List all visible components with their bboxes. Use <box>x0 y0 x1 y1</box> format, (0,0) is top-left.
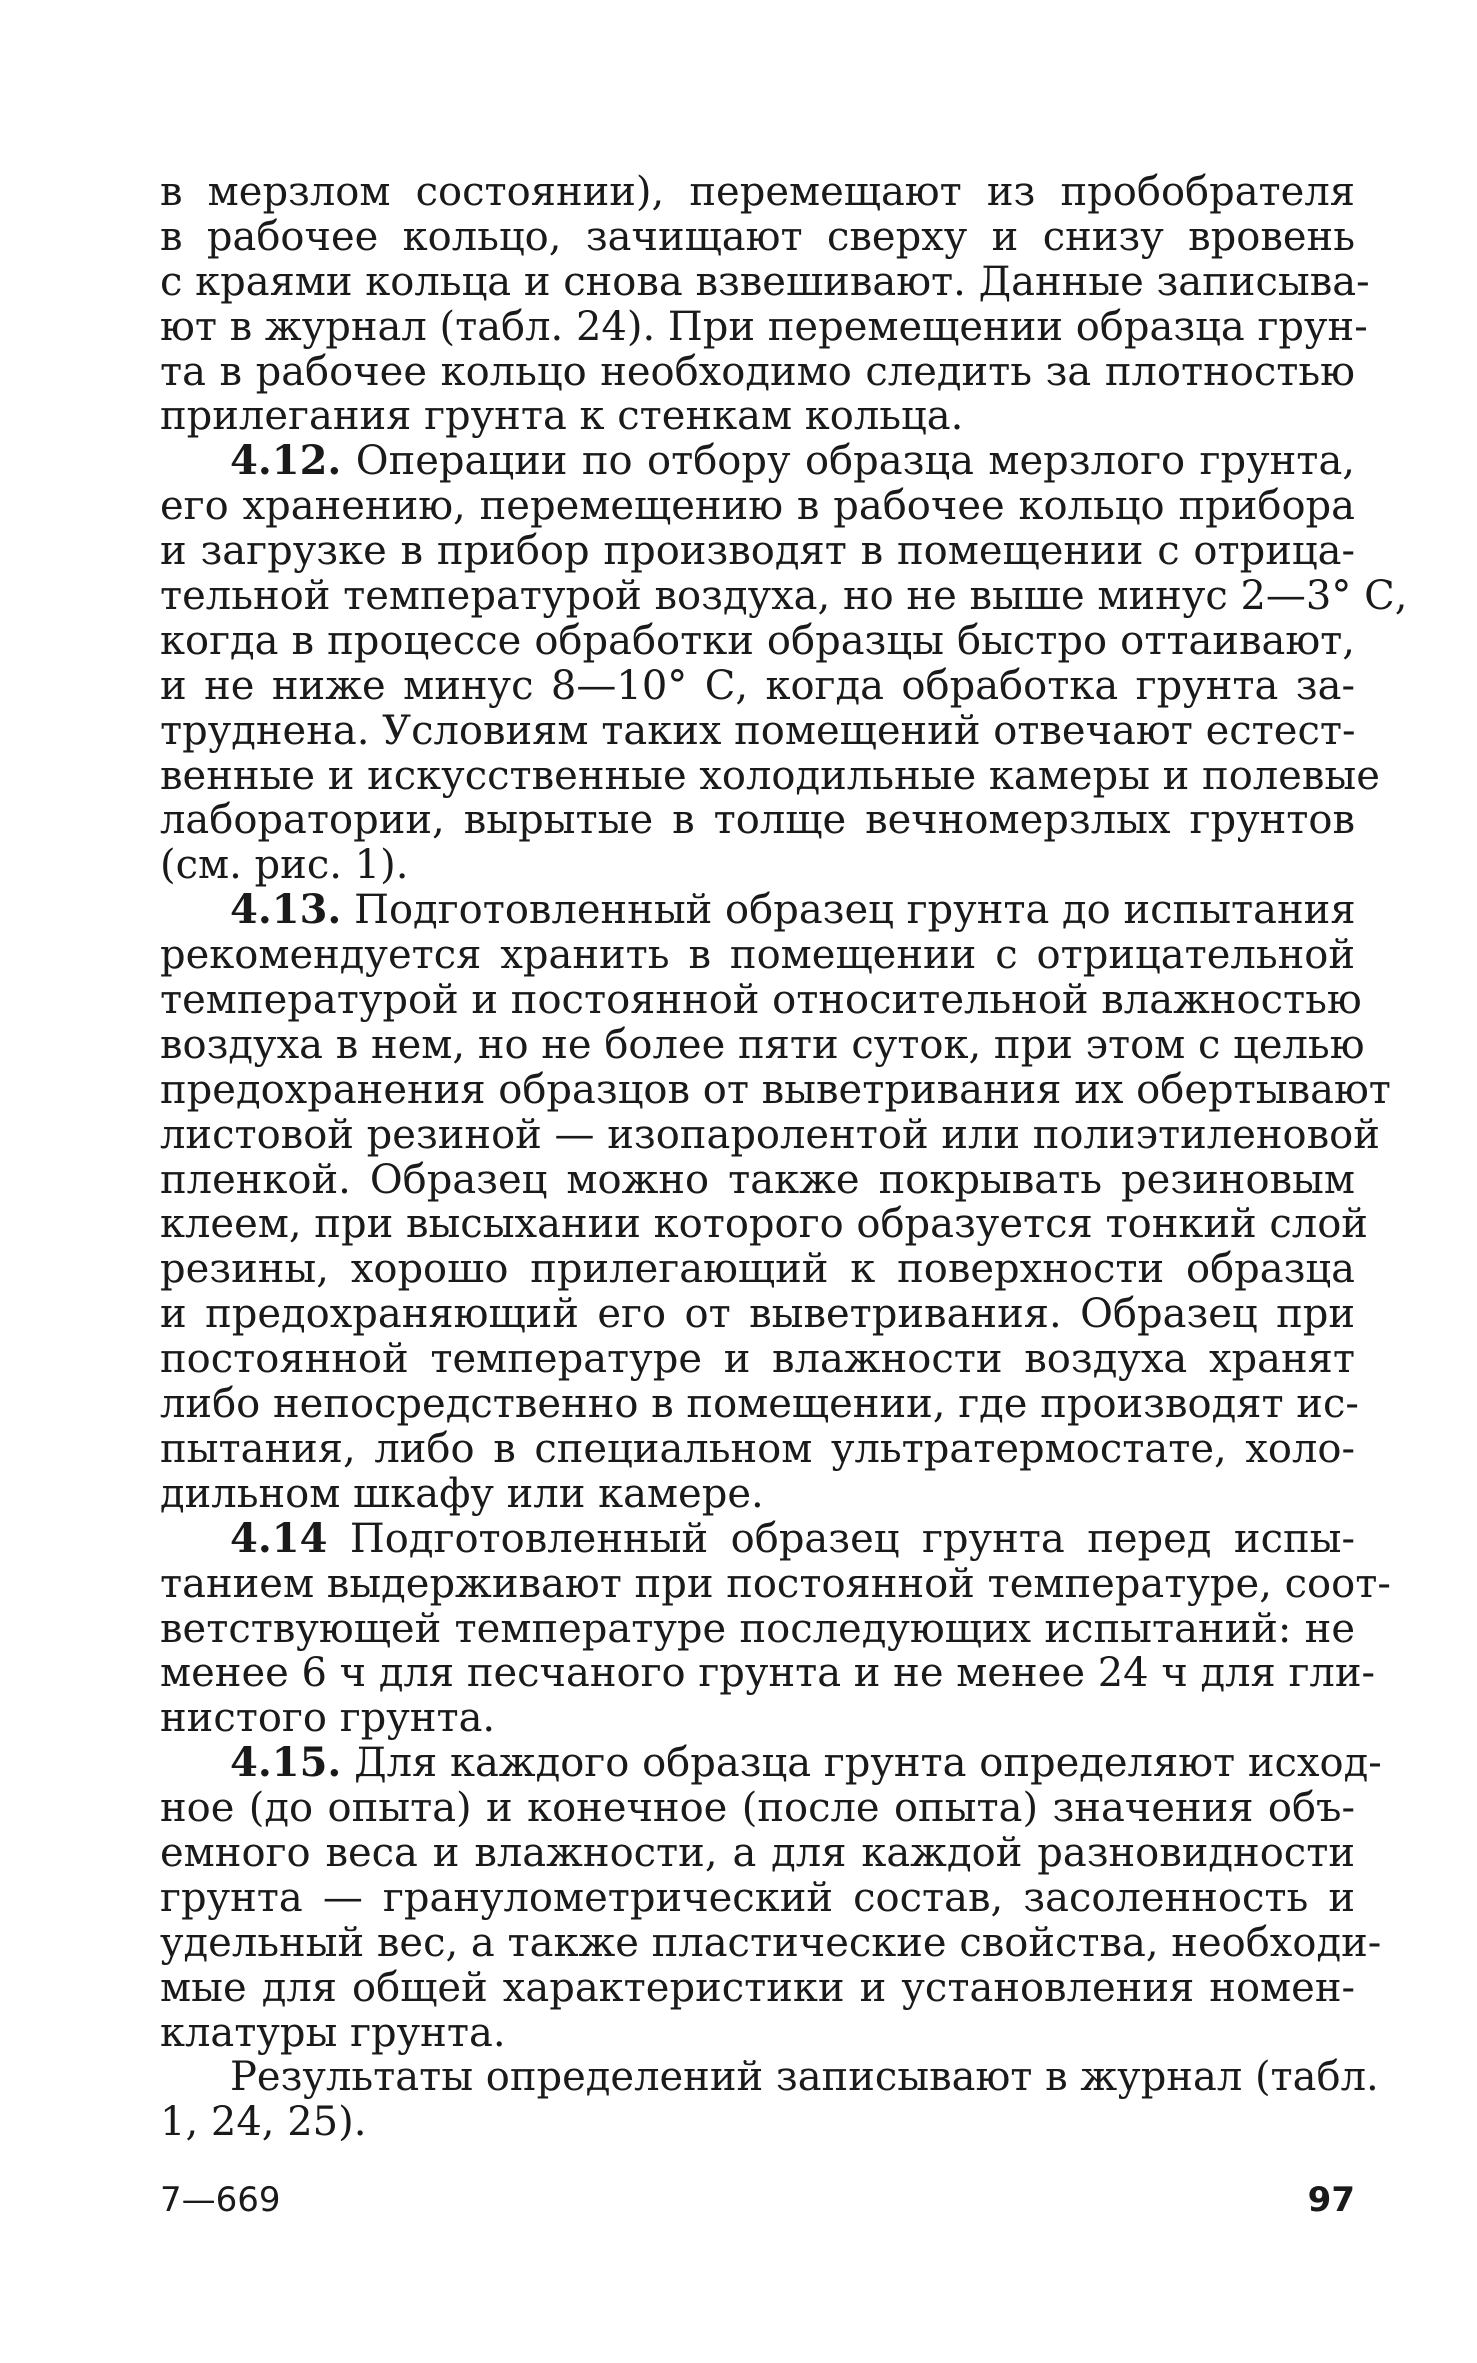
text-line <box>160 215 1355 260</box>
line-text: ют в журнал (табл. 24). При перемещении образца грун- <box>160 303 1368 350</box>
line-text: емного веса и влажности, а для каждой разновидности <box>160 1829 1355 1876</box>
text-line <box>160 1514 1355 1562</box>
printer-signature: 7—669 <box>160 2180 281 2220</box>
line-text: постоянной температуре и влажности воздуха хранят <box>160 1336 1355 1383</box>
line-text: прилегания грунта к стенкам кольца. <box>160 393 964 440</box>
text-line <box>160 619 1355 664</box>
line-text: нистого грунта. <box>160 1695 496 1742</box>
line-text: и предохраняющий его от выветривания. Образец при <box>160 1291 1355 1338</box>
line-text: ное (до опыта) и конечное (после опыта) значения объ- <box>160 1785 1355 1832</box>
line-text: Подготовленный образец грунта до испытания <box>341 887 1356 934</box>
page-body <box>160 169 1408 2146</box>
text-line <box>160 1831 1355 1876</box>
text-line <box>160 1607 1355 1652</box>
line-text: Подготовленный образец грунта перед испы- <box>327 1515 1355 1562</box>
line-text: та в рабочее кольцо необходимо следить за плотностью <box>160 348 1355 395</box>
section-number: 4.13. <box>230 886 342 934</box>
line-text: мые для общей характеристики и установления номен- <box>160 1964 1355 2011</box>
text-line <box>160 1337 1355 1382</box>
section-number: 4.14 <box>230 1514 328 1562</box>
line-text: венные и искусственные холодильные камеры и полевые <box>160 752 1380 799</box>
page-number: 97 <box>1307 2180 1355 2220</box>
text-line <box>160 439 1355 484</box>
text-line <box>160 1381 1359 1428</box>
line-text: клеем, при высыхании которого образуется тонкий слой <box>160 1201 1368 1248</box>
text-line <box>160 977 1362 1024</box>
text-line <box>160 1739 1382 1787</box>
text-line <box>160 484 1355 529</box>
line-text: труднена. Условиям таких помещений отвечают естест- <box>160 707 1356 754</box>
text-line <box>160 664 1355 709</box>
text-line <box>160 1650 1376 1697</box>
line-text: и не ниже минус 8—10° С, когда обработка грунта за- <box>160 662 1355 709</box>
line-text: либо непосредственно в помещении, где производят ис- <box>160 1381 1359 1428</box>
text-line <box>160 1919 1382 1966</box>
line-text: удельный вес, а также пластические свойства, необходи- <box>160 1919 1382 1966</box>
line-text: ветствующей температуре последующих испытаний: не <box>160 1605 1355 1652</box>
text-line <box>160 529 1355 574</box>
text-line <box>160 1111 1380 1158</box>
text-line <box>160 170 1355 215</box>
section-number: 4.12. <box>230 437 342 485</box>
text-line <box>160 1066 1391 1113</box>
text-line <box>160 933 1355 978</box>
text-line <box>160 1560 1391 1607</box>
text-line <box>160 1292 1355 1337</box>
line-text: Операции по отбору образца мерзлого грунта, <box>341 438 1355 485</box>
text-line <box>160 798 1355 843</box>
text-line <box>160 1786 1355 1831</box>
line-text: резины, хорошо прилегающий к поверхности образца <box>160 1246 1355 1293</box>
text-line <box>160 1696 1355 1741</box>
line-text: воздуха в нем, но не более пяти суток, при этом с целью <box>160 1021 1365 1068</box>
line-text: Для каждого образца грунта определяют исход- <box>341 1740 1382 1787</box>
text-line <box>160 888 1355 933</box>
line-text: дильном шкафу или камере. <box>160 1470 764 1517</box>
text-line <box>160 843 1355 888</box>
text-line <box>160 350 1355 395</box>
text-line <box>160 1247 1355 1292</box>
text-line <box>160 258 1370 305</box>
line-text: менее 6 ч для песчаного грунта и не менее 24 ч для гли- <box>160 1650 1376 1697</box>
text-line <box>160 1158 1355 1203</box>
line-text: (см. рис. 1). <box>160 842 409 889</box>
text-line <box>160 394 1355 439</box>
text-line <box>160 1021 1365 1068</box>
line-text: 1, 24, 25). <box>160 2099 367 2146</box>
line-text: когда в процессе обработки образцы быстро оттаивают, <box>160 617 1355 664</box>
text-line <box>160 303 1368 350</box>
line-text: в рабочее кольцо, зачищают сверху и снизу вровень <box>160 213 1355 260</box>
page-footer <box>160 2178 1355 2222</box>
line-text: в мерзлом состоянии), перемещают из пробобрателя <box>160 169 1355 215</box>
line-text: грунта — гранулометрический состав, засоленность и <box>160 1874 1355 1921</box>
line-text: Результаты определений записывают в журнал (табл. <box>230 2054 1379 2101</box>
line-text: пленкой. Образец можно также покрывать резиновым <box>160 1156 1355 1203</box>
line-text: листовой резиной — изопаролентой или полиэтиленовой <box>160 1111 1380 1158</box>
line-text: рекомендуется хранить в помещении с отрицательной <box>160 932 1355 979</box>
line-text: лаборатории, вырытые в толще вечномерзлых грунтов <box>160 797 1355 844</box>
section-number: 4.15. <box>230 1739 342 1787</box>
text-line <box>160 1201 1368 1248</box>
text-line <box>160 1876 1355 1921</box>
line-text: тельной температурой воздуха, но не выше минус 2—3° С, <box>160 573 1408 620</box>
text-line <box>160 2011 1355 2056</box>
line-text: клатуры грунта. <box>160 2009 506 2056</box>
text-line <box>160 752 1380 799</box>
text-line <box>160 573 1408 620</box>
text-line <box>160 1427 1355 1472</box>
text-line <box>160 1966 1355 2011</box>
line-text: его хранению, перемещению в рабочее кольцо прибора <box>160 483 1355 530</box>
line-text: предохранения образцов от выветривания их обертывают <box>160 1066 1391 1113</box>
line-text: танием выдерживают при постоянной температуре, соот- <box>160 1560 1391 1607</box>
line-text: с краями кольца и снова взвешивают. Данные записыва- <box>160 258 1370 305</box>
line-text: температурой и постоянной относительной влажностью <box>160 977 1362 1024</box>
line-text: и загрузке в прибор производят в помещении с отрица- <box>160 528 1355 575</box>
text-line <box>160 1472 1355 1517</box>
text-line <box>160 709 1355 754</box>
line-text: пытания, либо в специальном ультратермостате, холо- <box>160 1425 1355 1472</box>
text-line <box>160 2054 1379 2101</box>
text-line <box>160 2100 1355 2145</box>
